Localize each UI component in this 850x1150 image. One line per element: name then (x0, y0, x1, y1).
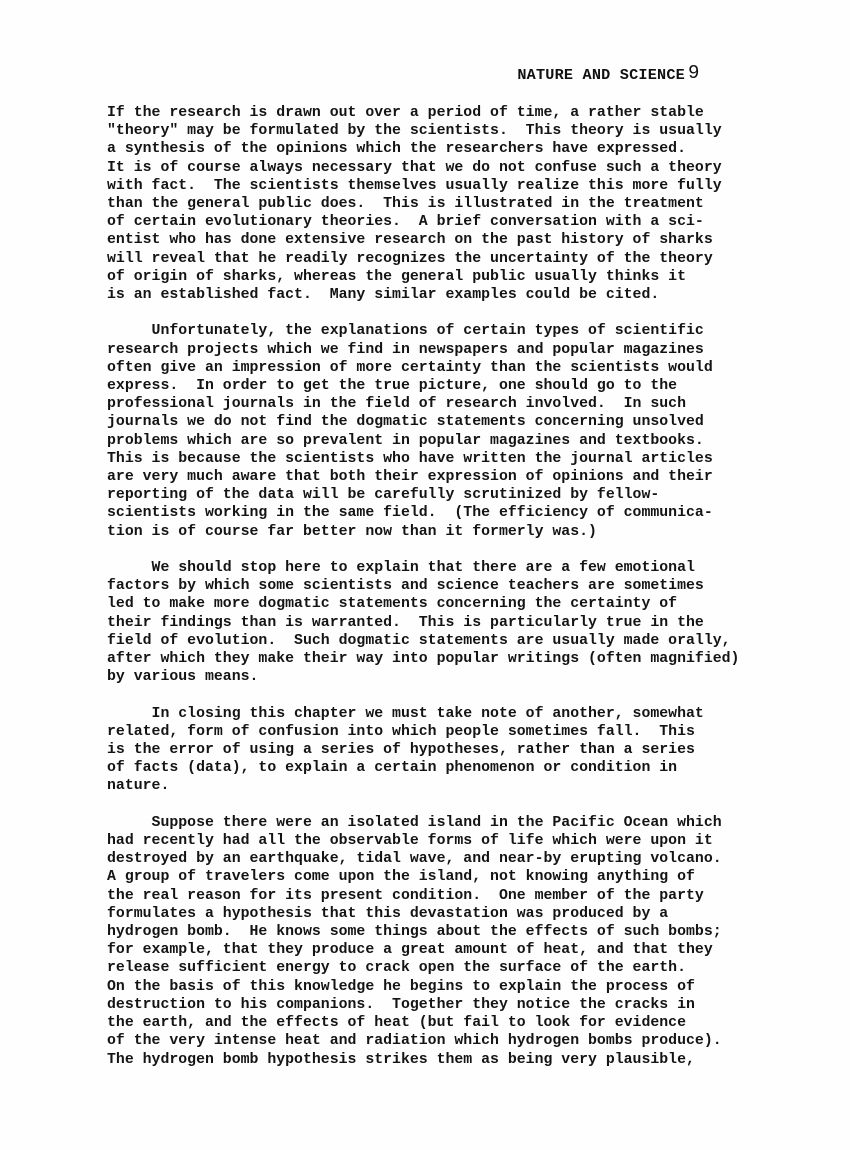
text-line: led to make more dogmatic statements concerning the certainty of (107, 596, 678, 613)
paragraph (107, 104, 827, 304)
text-line: for example, that they produce a great amount of heat, and that they (107, 942, 713, 959)
text-line: research projects which we find in newspapers and popular magazines (107, 341, 704, 358)
text-line: If the research is drawn out over a period of time, a rather stable (107, 105, 704, 121)
text-line: field of evolution. Such dogmatic statements are usually made orally, (107, 632, 731, 649)
text-line: is an established fact. Many similar examples could be cited. (107, 287, 660, 304)
text-line: tion is of course far better now than it formerly was.) (107, 523, 597, 540)
text-line: related, form of confusion into which people sometimes fall. This (107, 723, 695, 740)
text-line: of origin of sharks, whereas the general public usually thinks it (107, 268, 687, 285)
text-line: often give an impression of more certainty than the scientists would (107, 359, 713, 376)
text-line: factors by which some scientists and science teachers are sometimes (107, 578, 704, 595)
text-line: their findings than is warranted. This is particularly true in the (107, 614, 704, 631)
text-line: will reveal that he readily recognizes the uncertainty of the theory (107, 250, 713, 267)
text-line: On the basis of this knowledge he begins to explain the process of (107, 978, 695, 995)
text-line: by various means. (107, 669, 259, 686)
paragraph (107, 559, 827, 686)
paragraph (107, 814, 827, 1069)
text-line: destroyed by an earthquake, tidal wave, and near-by erupting volcano. (107, 851, 722, 868)
text-line: after which they make their way into popular writings (often magnified) (107, 651, 740, 668)
running-head-title: NATURE AND SCIENCE (517, 66, 685, 84)
text-line: professional journals in the field of research involved. In such (107, 396, 687, 413)
text-line: a synthesis of the opinions which the researchers have expressed. (107, 141, 687, 158)
text-line: with fact. The scientists themselves usually realize this more fully (107, 177, 722, 194)
text-line: express. In order to get the true picture, one should go to the (107, 378, 678, 395)
text-line: of certain evolutionary theories. A brief conversation with a sci- (107, 214, 704, 231)
text-line: destruction to his companions. Together they notice the cracks in (107, 996, 695, 1013)
text-line: the earth, and the effects of heat (but fail to look for evidence (107, 1015, 687, 1032)
text-line: Suppose there were an isolated island in the Pacific Ocean which (107, 814, 722, 831)
text-line: the real reason for its present condition. One member of the party (107, 887, 704, 904)
body-text (107, 104, 827, 1087)
text-line: Unfortunately, the explanations of certain types of scientific (107, 323, 704, 340)
text-line: of the very intense heat and radiation which hydrogen bombs produce). (107, 1033, 722, 1050)
text-line: hydrogen bomb. He knows some things about the effects of such bombs; (107, 924, 722, 941)
paragraph (107, 705, 827, 796)
page-number: 9 (688, 62, 700, 84)
text-line: entist who has done extensive research on the past history of sharks (107, 232, 713, 249)
text-line: formulates a hypothesis that this devastation was produced by a (107, 905, 669, 922)
text-line: of facts (data), to explain a certain phenomenon or condition in (107, 760, 678, 777)
text-line: "theory" may be formulated by the scientists. This theory is usually (107, 123, 722, 140)
text-line: than the general public does. This is illustrated in the treatment (107, 196, 704, 213)
text-line: nature. (107, 778, 170, 795)
paragraph (107, 322, 827, 540)
text-line: problems which are so prevalent in popular magazines and textbooks. (107, 432, 704, 449)
text-line: A group of travelers come upon the island, not knowing anything of (107, 869, 695, 886)
text-line: We should stop here to explain that there are a few emotional (107, 560, 695, 577)
text-line: In closing this chapter we must take note of another, somewhat (107, 705, 704, 722)
text-line: is the error of using a series of hypotheses, rather than a series (107, 742, 695, 759)
text-line: had recently had all the observable forms of life which were upon it (107, 833, 713, 850)
text-line: It is of course always necessary that we do not confuse such a theory (107, 159, 722, 176)
text-line: journals we do not find the dogmatic statements concerning unsolved (107, 414, 704, 431)
text-line: are very much aware that both their expression of opinions and their (107, 469, 713, 486)
text-line: reporting of the data will be carefully scrutinized by fellow- (107, 487, 660, 504)
text-line: release sufficient energy to crack open the surface of the earth. (107, 960, 687, 977)
text-line: The hydrogen bomb hypothesis strikes them as being very plausible, (107, 1051, 695, 1068)
text-line: scientists working in the same field. (The efficiency of communica- (107, 505, 713, 522)
text-line: This is because the scientists who have written the journal articles (107, 450, 713, 467)
